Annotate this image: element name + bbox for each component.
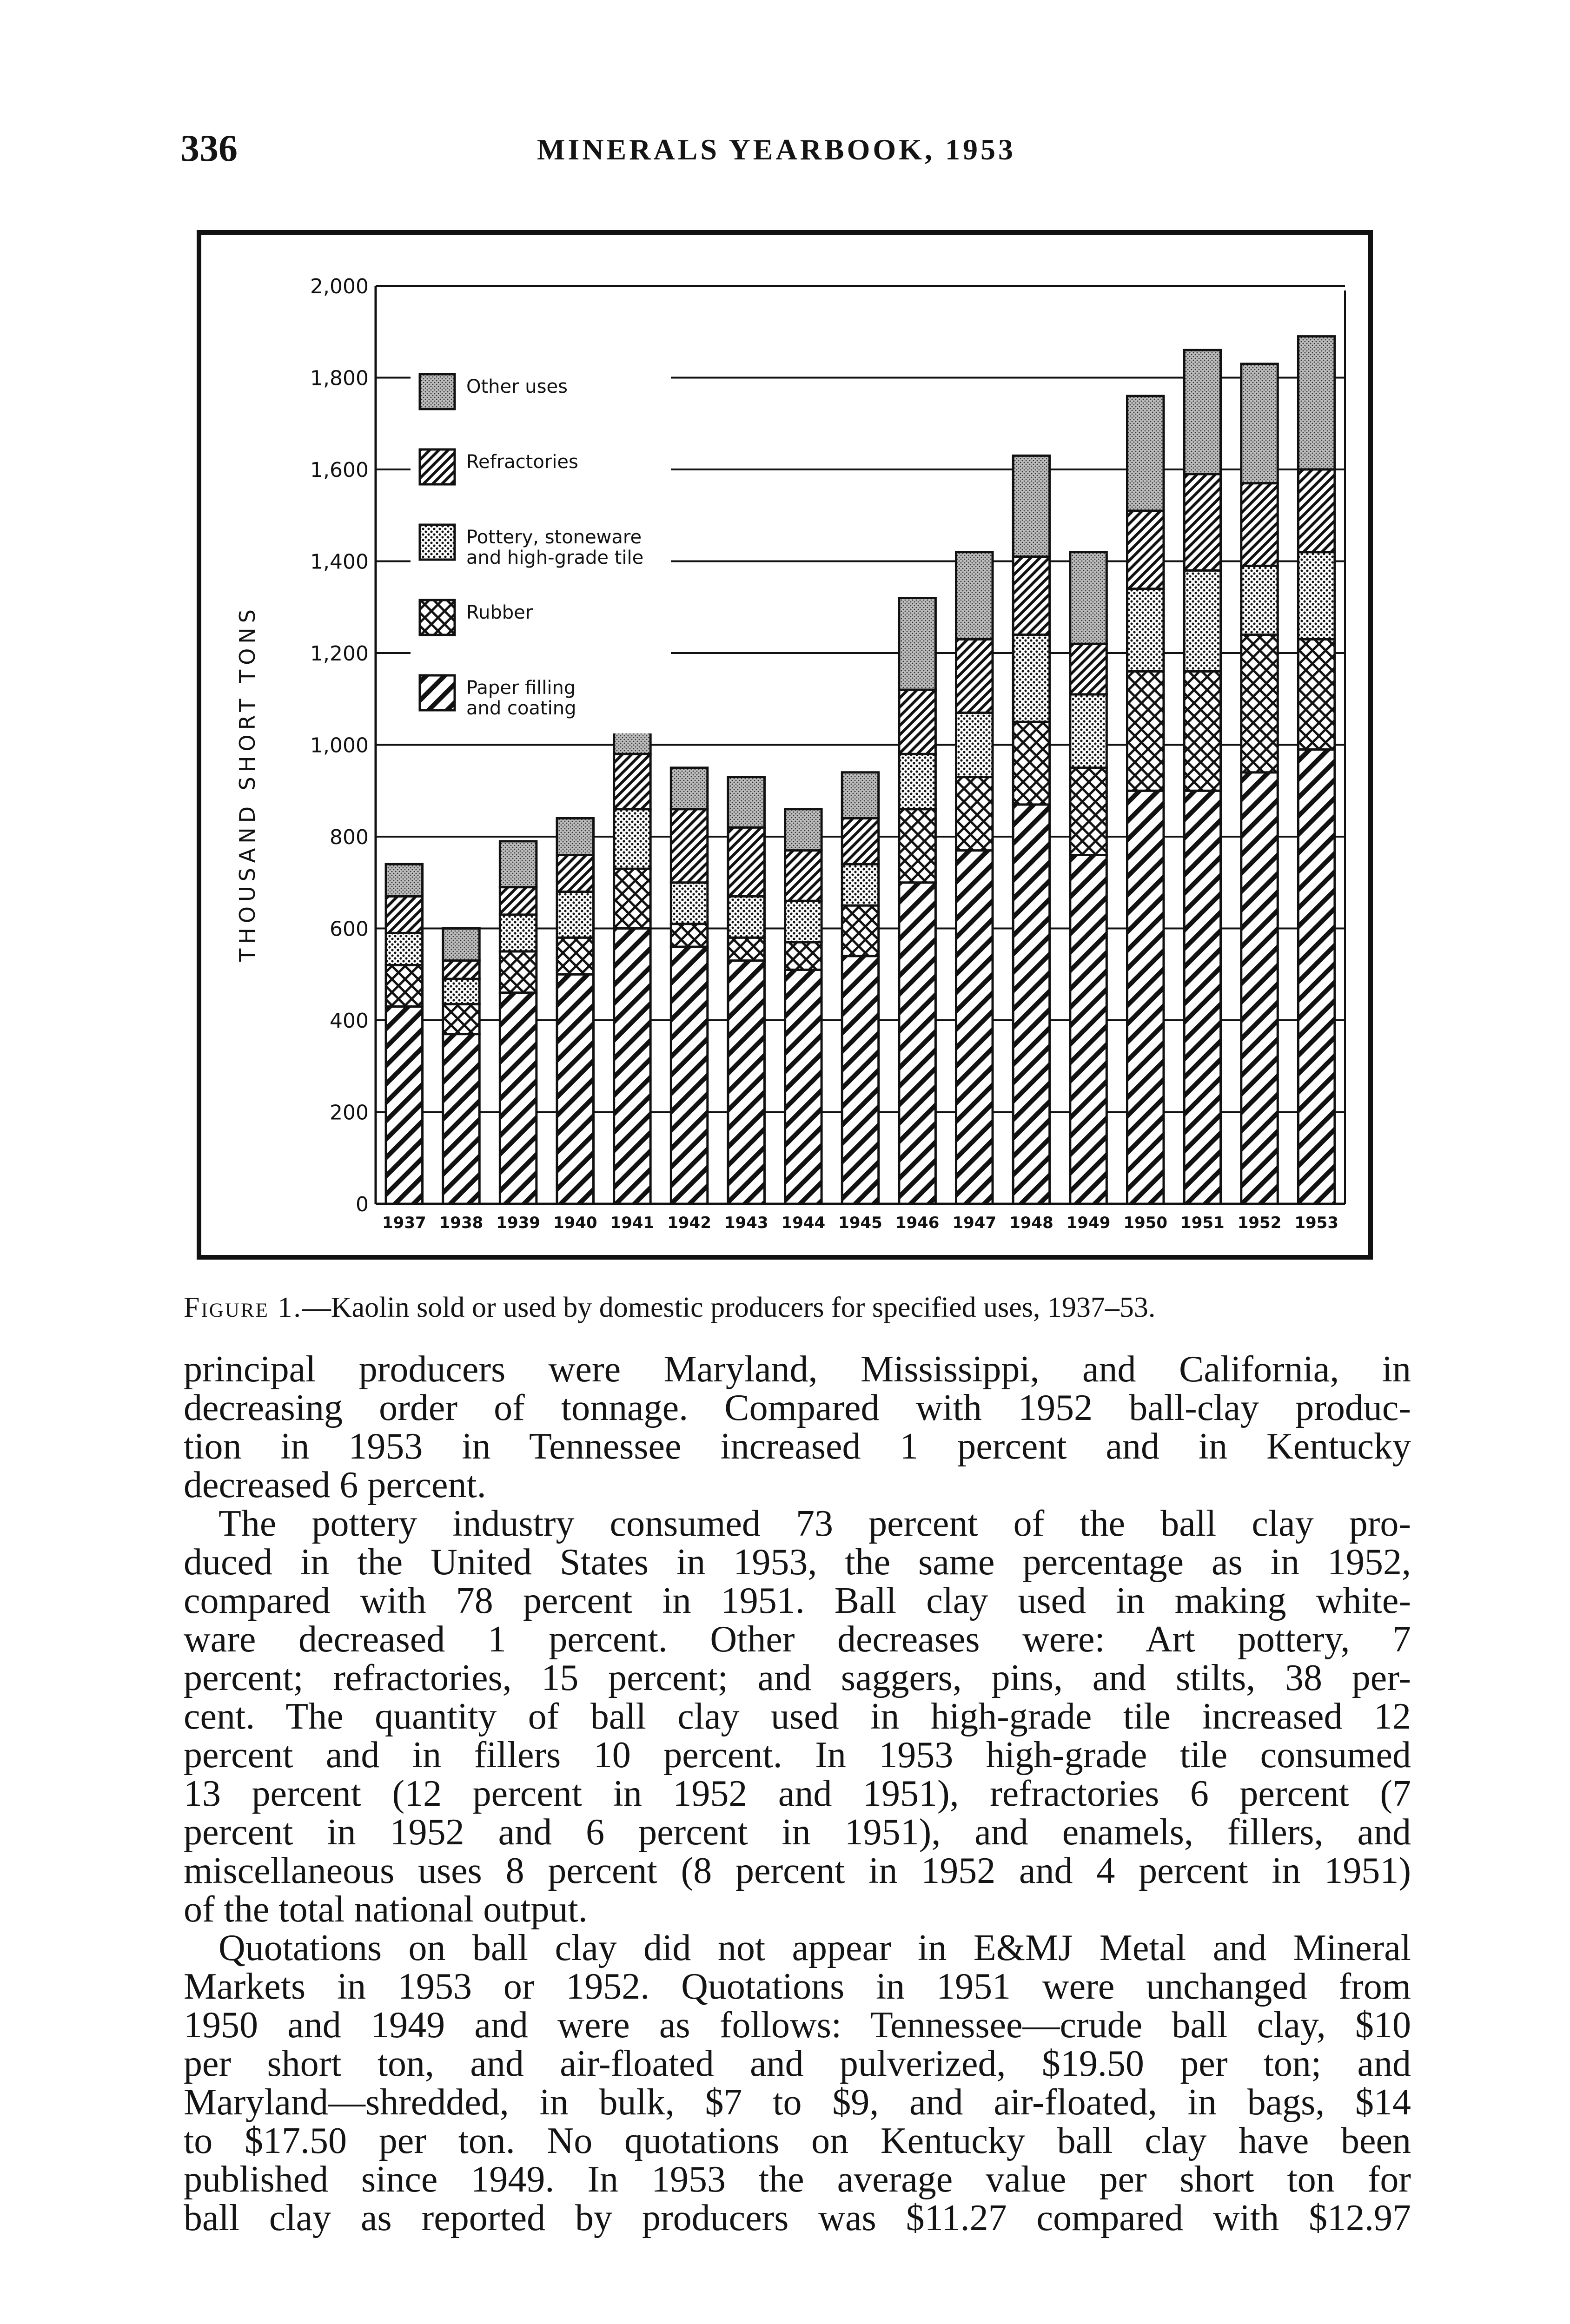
body-line: Maryland—shredded, in bulk, $7 to $9, and air-floated, in bags, $14 — [184, 2082, 1411, 2123]
y-tick-label: 1,800 — [310, 366, 369, 390]
bar-segment — [386, 896, 422, 933]
bar-segment — [443, 1004, 479, 1034]
bar-segment — [899, 883, 935, 1204]
bar-segment — [785, 970, 821, 1204]
bar-segment — [728, 896, 764, 938]
body-line: duced in the United States in 1953, the same percentage as in 1952, — [184, 1542, 1411, 1583]
bar-segment — [671, 947, 707, 1204]
body-line: compared with 78 percent in 1951. Ball clay used in making white- — [184, 1580, 1411, 1621]
body-line: decreased 6 percent. — [184, 1465, 486, 1505]
bar-segment — [386, 864, 422, 896]
bar-segment — [500, 887, 536, 915]
x-tick-label: 1949 — [1066, 1214, 1111, 1232]
x-tick-label: 1941 — [610, 1214, 655, 1232]
legend-label: Refractories — [466, 451, 578, 473]
bar-segment — [1241, 483, 1278, 566]
bar-segment — [557, 892, 593, 938]
bar-segment — [728, 938, 764, 960]
bar-segment — [386, 965, 422, 1007]
caption-label: Figure 1. — [184, 1292, 302, 1323]
body-line: per short ton, and air-floated and pulverized, $19.50 per ton; and — [184, 2043, 1411, 2084]
bar-segment — [1070, 855, 1106, 1204]
bar-segment — [1070, 694, 1106, 768]
bar-segment — [671, 768, 707, 809]
bar-segment — [1127, 589, 1163, 672]
y-tick-label: 400 — [330, 1009, 369, 1033]
bar-segment — [1184, 791, 1220, 1204]
x-tick-label: 1950 — [1123, 1214, 1168, 1232]
bar-segment — [842, 956, 878, 1204]
bar-segment — [671, 809, 707, 883]
bar-segment — [1013, 456, 1049, 556]
figure-caption — [184, 1291, 1411, 1324]
bar-segment — [1298, 552, 1334, 640]
y-tick-label: 2,000 — [310, 275, 369, 298]
bar-segment — [899, 754, 935, 809]
x-tick-label: 1938 — [439, 1214, 484, 1232]
y-tick-label: 600 — [330, 917, 369, 941]
bar-segment — [500, 841, 536, 887]
bar-segment — [728, 777, 764, 828]
bar-segment — [1013, 557, 1049, 635]
x-tick-label: 1937 — [382, 1214, 426, 1232]
y-tick-label: 1,400 — [310, 550, 369, 574]
bar-segment — [1241, 772, 1278, 1204]
bar-segment — [1070, 768, 1106, 855]
bar-segment — [1127, 672, 1163, 791]
bar-segment — [614, 809, 650, 869]
bar-segment — [728, 827, 764, 896]
bar-segment — [785, 809, 821, 851]
body-line: of the total national output. — [184, 1889, 588, 1930]
bar-segment — [842, 819, 878, 865]
y-tick-label: 1,200 — [310, 642, 369, 666]
x-tick-label: 1948 — [1009, 1214, 1053, 1232]
bar-segment — [1241, 364, 1278, 483]
bar-segment — [899, 690, 935, 754]
bar-segment — [842, 905, 878, 956]
bar-segment — [671, 883, 707, 924]
bar-segment — [956, 639, 993, 713]
bar-segment — [386, 1006, 422, 1204]
x-tick-label: 1952 — [1237, 1214, 1282, 1232]
x-tick-label: 1939 — [496, 1214, 540, 1232]
bar-segment — [1013, 805, 1049, 1204]
bar-segment — [386, 933, 422, 965]
x-tick-label: 1947 — [952, 1214, 997, 1232]
legend-label: Rubber — [466, 602, 533, 623]
bar-segment — [1184, 350, 1220, 474]
bar-segment — [1184, 672, 1220, 791]
x-tick-label: 1943 — [724, 1214, 768, 1232]
y-tick-label: 1,000 — [310, 733, 369, 758]
bar-segment — [614, 869, 650, 928]
bar-segment — [899, 809, 935, 883]
bar-segment — [500, 915, 536, 951]
bar-segment — [1127, 396, 1163, 511]
bar-segment — [1184, 570, 1220, 671]
bar-segment — [1070, 552, 1106, 644]
bar-segment — [1127, 511, 1163, 589]
x-tick-label: 1942 — [667, 1214, 711, 1232]
bar-segment — [443, 929, 479, 961]
body-line: miscellaneous uses 8 percent (8 percent in 1952 and 4 percent in 1951) — [184, 1850, 1411, 1891]
bar-segment — [1298, 469, 1334, 552]
body-line: ball clay as reported by producers was $11.27 compared with $12.97 — [184, 2198, 1411, 2238]
bar-segment — [1241, 566, 1278, 634]
body-line: cent. The quantity of ball clay used in high-grade tile increased 12 — [184, 1696, 1411, 1737]
body-line: to $17.50 per ton. No quotations on Kentucky ball clay have been — [184, 2120, 1411, 2161]
bar-segment — [671, 924, 707, 947]
bar-segment — [443, 961, 479, 979]
legend-swatch — [420, 374, 455, 409]
bar-segment — [614, 754, 650, 809]
y-tick-label: 200 — [330, 1101, 369, 1125]
stacked-bar-chart — [201, 235, 1368, 1255]
body-line: 1950 and 1949 and were as follows: Tennessee—crude ball clay, $10 — [184, 2005, 1411, 2046]
body-line: 13 percent (12 percent in 1952 and 1951), refractories 6 percent (7 — [184, 1773, 1411, 1814]
y-tick-label: 800 — [330, 825, 369, 849]
bar-segment — [1298, 749, 1334, 1204]
bar-segment — [557, 974, 593, 1204]
bar-segment — [1241, 635, 1278, 772]
legend — [411, 367, 671, 733]
bar-segment — [1298, 337, 1334, 469]
body-line: Markets in 1953 or 1952. Quotations in 1951 were unchanged from — [184, 1966, 1411, 2007]
bar-segment — [1070, 644, 1106, 694]
bar-segment — [500, 993, 536, 1204]
figure-frame — [197, 230, 1373, 1260]
bar-segment — [785, 851, 821, 901]
body-line: tion in 1953 in Tennessee increased 1 percent and in Kentucky — [184, 1426, 1411, 1467]
body-line: The pottery industry consumed 73 percent of the ball clay pro- — [219, 1503, 1411, 1544]
y-tick-label: 1,600 — [310, 458, 369, 482]
x-tick-label: 1953 — [1294, 1214, 1338, 1232]
x-tick-label: 1946 — [895, 1214, 940, 1232]
body-line: percent; refractories, 15 percent; and saggers, pins, and stilts, 38 per- — [184, 1657, 1411, 1698]
body-line: ware decreased 1 percent. Other decreases were: Art pottery, 7 — [184, 1619, 1411, 1660]
legend-label: Paper filling and coating — [466, 677, 576, 719]
bar-segment — [443, 1034, 479, 1204]
body-line: principal producers were Maryland, Mississippi, and California, in — [184, 1349, 1411, 1390]
legend-swatch — [420, 675, 455, 710]
y-tick-label: 0 — [356, 1193, 369, 1216]
bar-segment — [956, 713, 993, 777]
bar-segment — [956, 552, 993, 640]
running-head: MINERALS YEARBOOK, 1953 — [537, 133, 1016, 166]
caption-text: —Kaolin sold or used by domestic producers for specified uses, 1937–53. — [302, 1292, 1156, 1323]
bar-segment — [842, 772, 878, 819]
bar-segment — [614, 929, 650, 1204]
bar-segment — [956, 851, 993, 1204]
page-number: 336 — [180, 127, 238, 169]
legend-swatch — [420, 600, 455, 635]
body-text — [184, 1350, 1411, 2238]
body-line: percent and in fillers 10 percent. In 1953 high-grade tile consumed — [184, 1735, 1411, 1776]
bar-segment — [785, 942, 821, 970]
bar-segment — [1013, 722, 1049, 805]
body-line: decreasing order of tonnage. Compared with 1952 ball-clay produc- — [184, 1387, 1411, 1428]
bar-segment — [500, 951, 536, 993]
bar-segment — [557, 819, 593, 855]
bar-segment — [785, 901, 821, 942]
bar-segment — [1013, 635, 1049, 722]
bar-segment — [956, 777, 993, 851]
legend-label: Pottery, stoneware and high-grade tile — [466, 527, 644, 568]
legend-label: Other uses — [466, 376, 568, 397]
bar-segment — [728, 961, 764, 1204]
x-tick-label: 1944 — [781, 1214, 826, 1232]
bar-segment — [1127, 791, 1163, 1204]
bar-segment — [1184, 474, 1220, 570]
body-line: Quotations on ball clay did not appear in E&MJ Metal and Mineral — [219, 1928, 1411, 1968]
bar-segment — [443, 979, 479, 1004]
body-line: published since 1949. In 1953 the average value per short ton for — [184, 2159, 1411, 2200]
x-tick-label: 1940 — [553, 1214, 597, 1232]
bar-segment — [842, 864, 878, 905]
x-tick-label: 1951 — [1180, 1214, 1225, 1232]
bar-segment — [557, 855, 593, 892]
bar-segment — [1298, 639, 1334, 749]
legend-swatch — [420, 449, 455, 484]
y-axis-label: THOUSAND SHORT TONS — [235, 605, 260, 962]
x-tick-label: 1945 — [838, 1214, 882, 1232]
body-line: percent in 1952 and 6 percent in 1951), and enamels, fillers, and — [184, 1812, 1411, 1853]
bar-segment — [899, 598, 935, 690]
bar-segment — [557, 938, 593, 974]
legend-swatch — [420, 525, 455, 560]
